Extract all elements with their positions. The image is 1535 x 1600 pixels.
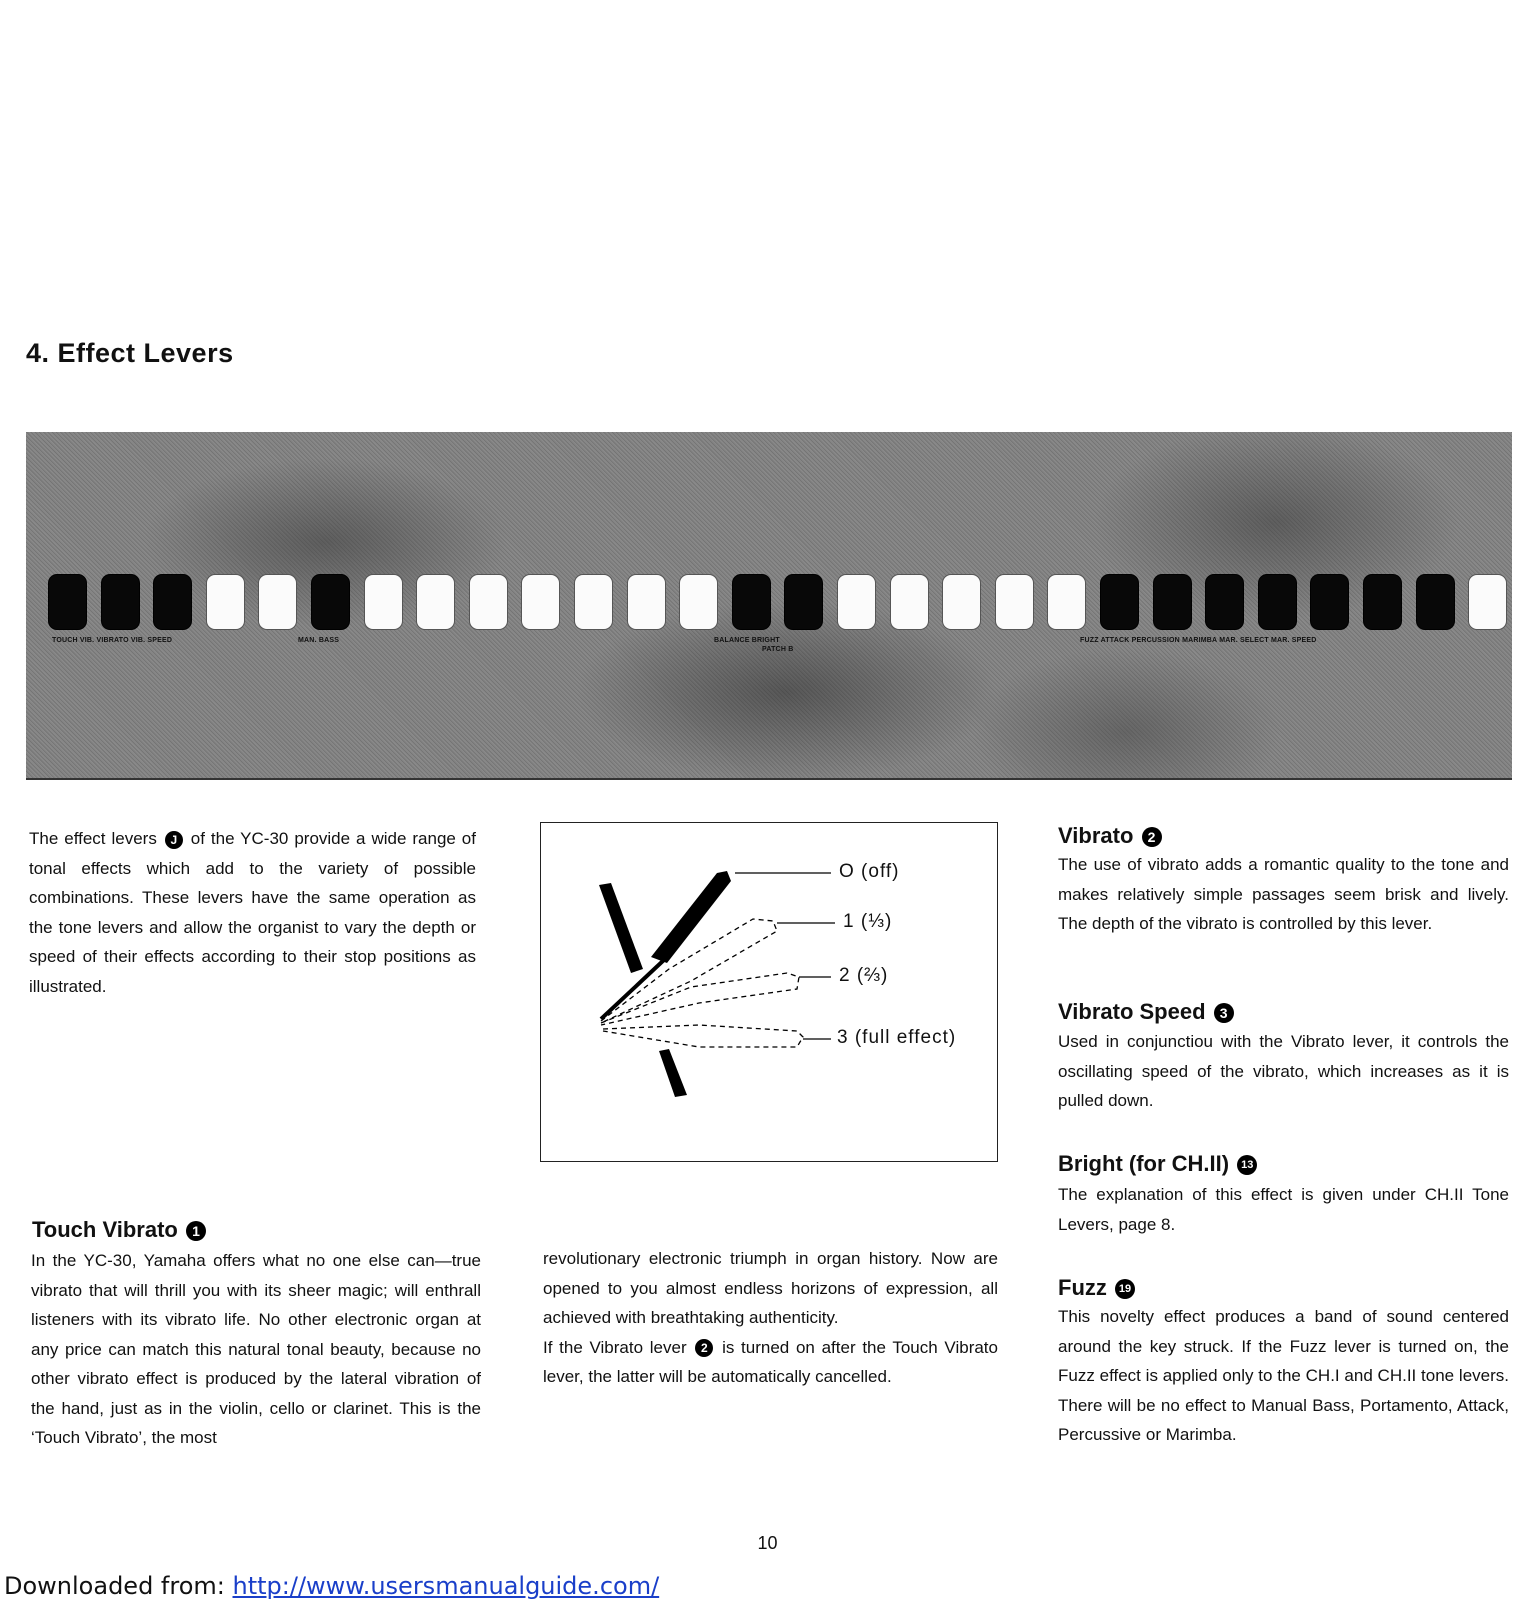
- download-footer: [4, 1572, 659, 1600]
- intro-text-before: The effect levers: [29, 829, 157, 848]
- vibrato-speed-paragraph: Used in conjunctiou with the Vibrato lever, it controls the oscillating speed of the vibrato, which increases as it is pulled down.: [1058, 1032, 1509, 1110]
- position-label-1: 1 (⅓): [843, 911, 893, 932]
- black-lever-tab: [1363, 574, 1402, 630]
- vibrato-paragraph: The use of vibrato adds a romantic quality to the tone and makes relatively simple passages seem brisk and lively. The depth of the vibrato is controlled by this lever.: [1058, 855, 1509, 933]
- lever-label: PATCH B: [762, 646, 794, 653]
- white-lever-tab: [416, 574, 455, 630]
- position-label-0: O (off): [839, 861, 900, 882]
- white-lever-tab: [469, 574, 508, 630]
- number-13-icon: 13: [1237, 1155, 1257, 1175]
- black-lever-tab: [732, 574, 771, 630]
- fuzz-heading: [1058, 1274, 1137, 1302]
- lever-label: MAN. BASS: [298, 637, 340, 644]
- white-lever-tab: [1047, 574, 1086, 630]
- lever-positions-figure: [540, 822, 998, 1162]
- white-lever-tab: [364, 574, 403, 630]
- white-lever-tab: [837, 574, 876, 630]
- number-2-icon: 2: [1142, 827, 1162, 847]
- white-lever-tab: [995, 574, 1034, 630]
- number-1-icon: 1: [186, 1221, 206, 1241]
- white-lever-tab: [258, 574, 297, 630]
- touch-vibrato-title: Touch Vibrato: [32, 1217, 178, 1242]
- section-title: 4. Effect Levers: [26, 338, 234, 368]
- white-lever-tab: [574, 574, 613, 630]
- touch-vibrato-heading: [32, 1216, 208, 1244]
- black-lever-tab: [784, 574, 823, 630]
- number-19-icon: 19: [1115, 1279, 1135, 1299]
- fuzz-title: Fuzz: [1058, 1275, 1107, 1300]
- lever-marker-icon: J: [165, 831, 183, 849]
- black-lever-tab: [1205, 574, 1244, 630]
- touch-vibrato-continued: [543, 1244, 998, 1392]
- bright-title: Bright (for CH.II): [1058, 1151, 1230, 1176]
- black-lever-tab: [1310, 574, 1349, 630]
- touch-vibrato-paragraph: In the YC-30, Yamaha offers what no one else can—true vibrato that will thrill you with its sheer magic; will enthrall listeners with its vibrato life. No other electronic organ at any price can match this natural tonal beauty, because no other vibrato effect is produced by the lateral vibration of the hand, just as in the violin, cello or clarinet. This is the ‘Touch Vibrato’, the most: [31, 1251, 481, 1447]
- effect-levers-photo: [26, 432, 1512, 780]
- vibrato-text: [1058, 850, 1509, 939]
- black-lever-tab: [1153, 574, 1192, 630]
- vibrato-speed-text: [1058, 1027, 1509, 1116]
- lever-label: FUZZ ATTACK PERCUSSION MARIMBA MAR. SELECT MAR. SPEED: [1080, 637, 1317, 644]
- touch-vibrato-text: [31, 1246, 481, 1453]
- fuzz-paragraph: This novelty effect produces a band of sound centered around the key struck. If the Fuzz lever is turned on, the Fuzz effect is applied only to the CH.I and CH.II tone levers. There will be no effect to Manual Bass, Portamento, Attack, Percussive or Marimba.: [1058, 1307, 1509, 1444]
- vibrato-speed-heading: [1058, 998, 1236, 1026]
- bright-heading: [1058, 1150, 1259, 1178]
- lever-solid: [651, 871, 731, 963]
- vibrato-title: Vibrato: [1058, 823, 1134, 848]
- number-2-icon: 2: [695, 1339, 713, 1357]
- white-lever-tab: [521, 574, 560, 630]
- position-label-2: 2 (⅔): [839, 965, 889, 986]
- white-lever-tab: [679, 574, 718, 630]
- black-lever-tab: [1258, 574, 1297, 630]
- white-lever-tab: [1468, 574, 1507, 630]
- footer-prefix: Downloaded from:: [4, 1572, 233, 1600]
- lever-label: TOUCH VIB. VIBRATO VIB. SPEED: [52, 637, 173, 644]
- vibrato-speed-title: Vibrato Speed: [1058, 999, 1206, 1024]
- cancel-note-before: If the Vibrato lever: [543, 1337, 687, 1357]
- touch-vibrato-paragraph-2: revolutionary electronic triumph in organ history. Now are opened to you almost endless horizons of expression, all achieved with breathtaking authenticity.: [543, 1249, 998, 1327]
- black-lever-tab: [48, 574, 87, 630]
- black-lever-tab: [101, 574, 140, 630]
- white-lever-tab: [890, 574, 929, 630]
- footer-link[interactable]: http://www.usersmanualguide.com/: [232, 1572, 660, 1600]
- black-lever-tab: [1100, 574, 1139, 630]
- white-lever-tab: [206, 574, 245, 630]
- white-lever-tab: [627, 574, 666, 630]
- white-lever-tab: [942, 574, 981, 630]
- bright-text: [1058, 1180, 1509, 1239]
- black-lever-tab: [311, 574, 350, 630]
- lever-dashed-3: [603, 1025, 803, 1047]
- intro-paragraph: [29, 824, 476, 1001]
- vibrato-heading: [1058, 822, 1164, 850]
- black-lever-tab: [153, 574, 192, 630]
- black-lever-tab: [1416, 574, 1455, 630]
- slot-edge-upper: [599, 883, 643, 973]
- page-number: 10: [757, 1533, 778, 1553]
- slot-edge-lower: [659, 1049, 687, 1097]
- cancel-note-after: is turned on after the Touch Vibrato lever, the latter will be automatically cancelled.: [543, 1337, 998, 1386]
- lever-positions-diagram: [541, 823, 997, 1161]
- position-label-3: 3 (full effect): [837, 1027, 957, 1048]
- lever-label: BALANCE BRIGHT: [714, 637, 780, 644]
- fuzz-text: [1058, 1302, 1509, 1450]
- intro-text-after: of the YC-30 provide a wide range of tonal effects which add to the variety of possible combinations. These levers have the same operation as the tone levers and allow the organist to vary the depth or speed of their effects according to their stop positions as illustrated.: [29, 829, 476, 996]
- number-3-icon: 3: [1214, 1003, 1234, 1023]
- bright-paragraph: The explanation of this effect is given under CH.II Tone Levers, page 8.: [1058, 1185, 1509, 1234]
